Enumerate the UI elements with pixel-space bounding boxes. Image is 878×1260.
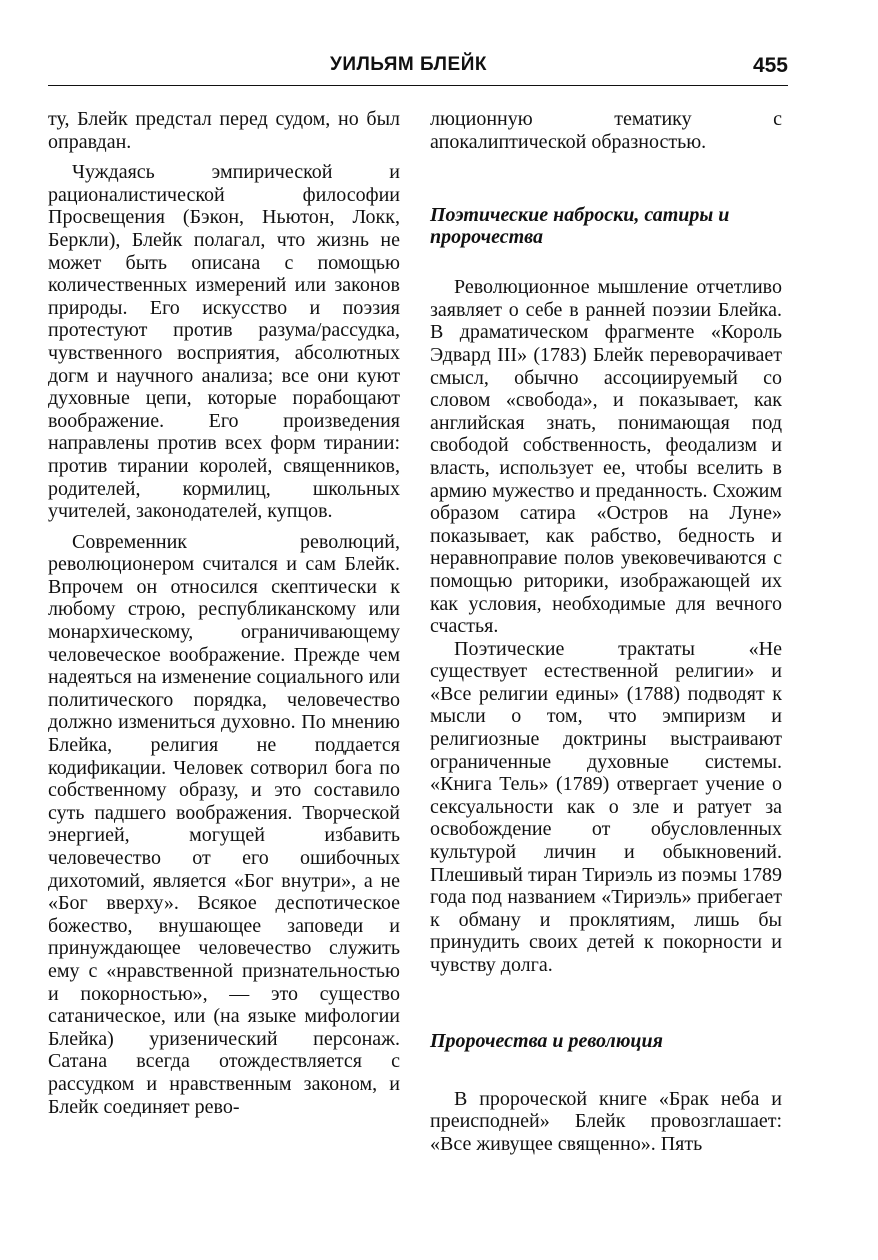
paragraph: люционную тематику с апокалиптической образностью. — [430, 108, 782, 153]
paragraph: Чуждаясь эмпирической и рационалистической философии Просвещения (Бэкон, Ньютон, Локк, Беркли), Блейк полагал, что жизнь не может быть описана с помощью количественных измерений или законов природы. Его искусство и поэзия протестуют против разума/рассудка, чувственного восприятия, абсолютных догм и научного анализа; все они куют духовные цепи, которые порабощают воображение. Его произведения направлены против всех форм тирании: против тирании королей, священников, родителей, кормилиц, школьных учителей, законодателей, купцов. — [48, 161, 400, 523]
header-rule — [48, 85, 788, 86]
page-number: 455 — [752, 54, 788, 77]
paragraph: В пророческой книге «Брак неба и преисподней» Блейк провозглашает: «Все живущее священно». Пять — [430, 1087, 782, 1155]
left-column — [48, 108, 400, 1118]
running-title: УИЛЬЯМ БЛЕЙК — [330, 54, 487, 75]
paragraph: ту, Блейк предстал перед судом, но был оправдан. — [48, 108, 400, 153]
paragraph: Поэтические трактаты «Не существует естественной религии» и «Все религии едины» (1788) подводят к мысли о том, что эмпиризм и религиозные доктрины выстраивают ограниченные духовные системы. «Книга Тель» (1789) отвергает учение о сексуальности как о зле и ратует за освобождение от обусловленных культурой личин и обыкновений. Плешивый тиран Тириэль из поэмы 1789 года под названием «Тириэль» прибегает к обману и проклятиям, лишь бы принудить своих детей к покорности и чувству долга. — [430, 637, 782, 976]
paragraph: Революционное мышление отчетливо заявляет о себе в ранней поэзии Блейка. В драматическом фрагменте «Король Эдвард III» (1783) Блейк переворачивает смысл, обычно ассоциируемый со словом «свобода», и показывает, как английская знать, понимающая под свободой собственность, феодализм и власть, использует ее, чтобы вселить в армию мужество и преданность. Схожим образом сатира «Остров на Луне» показывает, как рабство, бедность и неравноправие полов увековечиваются с помощью риторики, изображающей их как условия, необходимые для вечного счастья. — [430, 276, 782, 638]
paragraph: Современник революций, революционером считался и сам Блейк. Впрочем он относился скептически к любому строю, республиканскому или монархическому, ограничивающему человеческое воображение. Прежде чем надеяться на изменение социального или политического порядка, человечество должно измениться духовно. По мнению Блейка, религия не поддается кодификации. Человек сотворил бога по собственному образу, и это составило суть падшего воображения. Творческой энергией, могущей избавить человечество от его ошибочных дихотомий, является «Бог внутри», а не «Бог вверху». Всякое деспотическое божество, внушающее заповеди и принуждающее человечество служить ему с «нравственной признательностью и покорностью», — это существо сатаническое, или (на языке мифологии Блейка) уризенический персонаж. Сатана всегда отождествляется с рассудком и нравственным законом, и Блейк соединяет рево- — [48, 530, 400, 1118]
right-column — [430, 108, 782, 1155]
section-heading: Пророчества и революция — [430, 1029, 663, 1052]
section-heading: Поэтические наброски, сатиры и пророчества — [430, 204, 730, 249]
